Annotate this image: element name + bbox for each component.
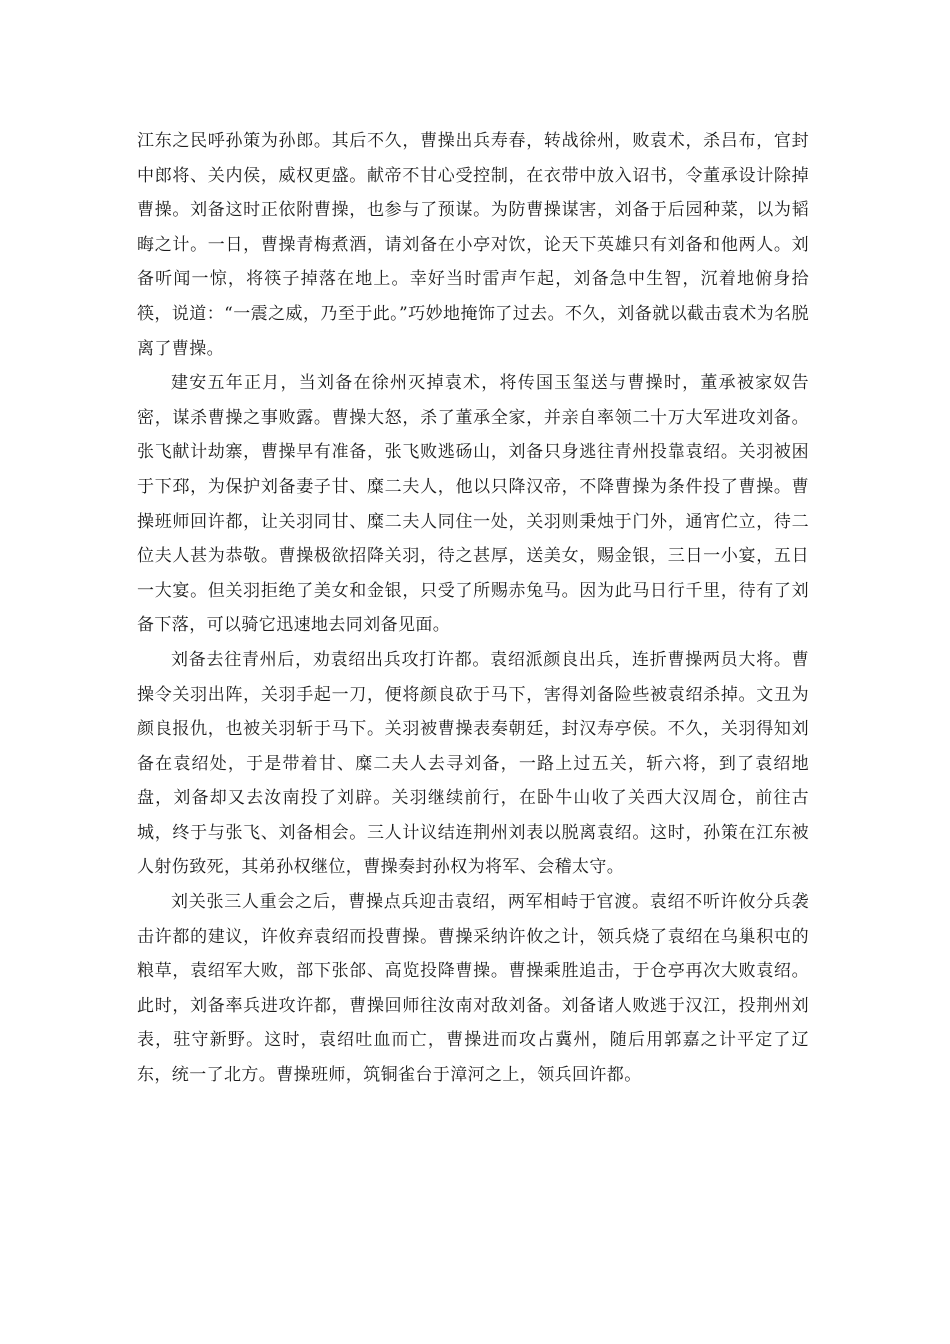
document-body — [137, 124, 809, 1093]
paragraph-1: 江东之民呼孙策为孙郎。其后不久，曹操出兵寿春，转战徐州，败袁术，杀吕布，官封中郎将、关内侯，威权更盛。献帝不甘心受控制，在衣带中放入诏书，令董承设计除掉曹操。刘备这时正依附曹操，也参与了预谋。为防曹操谋害，刘备于后园种菜，以为韬晦之计。一日，曹操青梅煮酒，请刘备在小亭对饮，论天下英雄只有刘备和他两人。刘备听闻一惊，将筷子掉落在地上。幸好当时雷声乍起，刘备急中生智，沉着地俯身拾筷，说道：“一震之威，乃至于此。”巧妙地掩饰了过去。不久，刘备就以截击袁术为名脱离了曹操。 — [137, 131, 809, 359]
paragraph-3: 刘备去往青州后，劝袁绍出兵攻打许都。袁绍派颜良出兵，连折曹操两员大将。曹操令关羽出阵，关羽手起一刀，便将颜良砍于马下，害得刘备险些被袁绍杀掉。文丑为颜良报仇，也被关羽斩于马下。关羽被曹操表奏朝廷，封汉寿亭侯。不久，关羽得知刘备在袁绍处，于是带着甘、糜二夫人去寻刘备，一路上过五关，斩六将，到了袁绍地盘，刘备却又去汝南投了刘辟。关羽继续前行，在卧牛山收了关西大汉周仓，前往古城，终于与张飞、刘备相会。三人计议结连荆州刘表以脱离袁绍。这时，孙策在江东被人射伤致死，其弟孙权继位，曹操奏封孙权为将军、会稽太守。 — [137, 649, 809, 878]
paragraph-4: 刘关张三人重会之后，曹操点兵迎击袁绍，两军相峙于官渡。袁绍不听许攸分兵袭击许都的建议，许攸弃袁绍而投曹操。曹操采纳许攸之计，领兵烧了袁绍在乌巢积屯的粮草，袁绍军大败，部下张郃、高览投降曹操。曹操乘胜追击，于仓亭再次大败袁绍。此时，刘备率兵进攻许都，曹操回师往汝南对敌刘备。刘备诸人败逃于汉江，投荆州刘表，驻守新野。这时，袁绍吐血而亡，曹操进而攻占冀州，随后用郭嘉之计平定了辽东，统一了北方。曹操班师，筑铜雀台于漳河之上，领兵回许都。 — [137, 892, 809, 1086]
paragraph-2: 建安五年正月，当刘备在徐州灭掉袁术，将传国玉玺送与曹操时，董承被家奴告密，谋杀曹操之事败露。曹操大怒，杀了董承全家，并亲自率领二十万大军进攻刘备。张飞献计劫寨，曹操早有准备，张飞败逃砀山，刘备只身逃往青州投靠袁绍。关羽被困于下邳，为保护刘备妻子甘、糜二夫人，他以只降汉帝，不降曹操为条件投了曹操。曹操班师回许都，让关羽同甘、糜二夫人同住一处，关羽则秉烛于门外，通宵伫立，待二位夫人甚为恭敬。曹操极欲招降关羽，待之甚厚，送美女，赐金银，三日一小宴，五日一大宴。但关羽拒绝了美女和金银，只受了所赐赤兔马。因为此马日行千里，待有了刘备下落，可以骑它迅速地去同刘备见面。 — [137, 373, 809, 636]
